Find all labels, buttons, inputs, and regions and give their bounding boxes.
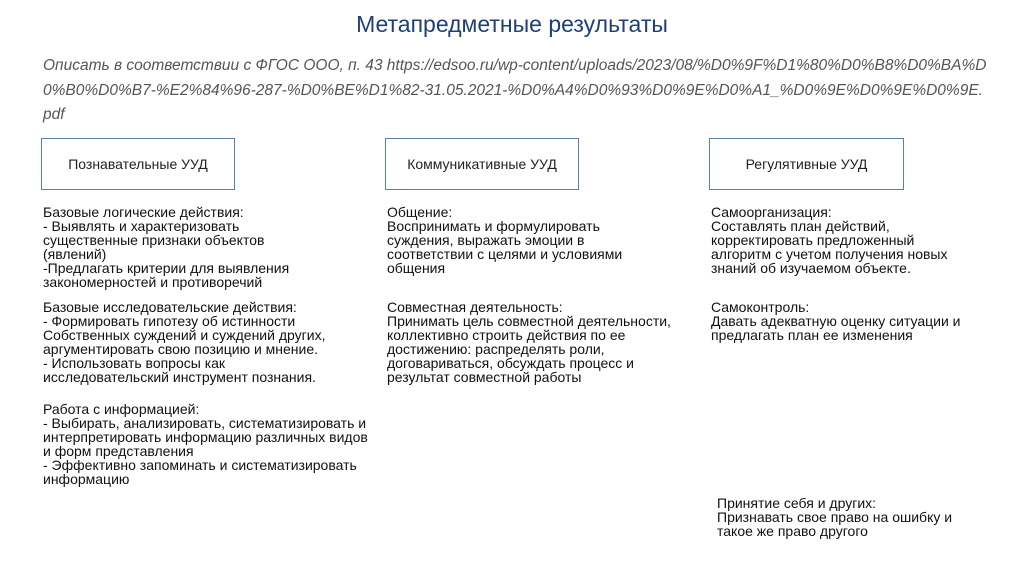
block-heading: Самоорганизация: [711, 204, 832, 220]
block-line: - Использовать вопросы как [43, 355, 226, 371]
block-line: соответствии с целями и условиями [387, 246, 623, 262]
block-line: корректировать предложенный [711, 232, 915, 248]
category-regulatory [709, 138, 904, 190]
block-line: алгоритм с учетом получения новых [711, 246, 948, 262]
block-heading: Совместная деятельность: [387, 299, 563, 315]
block-line: Признавать свое право на ошибку и [717, 509, 953, 525]
block-heading: Базовые исследовательские действия: [43, 299, 297, 315]
block-line: - Выбирать, анализировать, систематизировать и [43, 415, 367, 431]
communicative-communication-block [387, 205, 622, 275]
regulatory-self-org-block [711, 205, 947, 275]
block-line: существенные признаки объектов [43, 232, 265, 248]
block-line: знаний об изучаемом объекте. [711, 260, 911, 276]
block-line: и форм представления [43, 443, 194, 459]
block-line: Принимать цель совместной деятельности, [387, 313, 671, 329]
block-line: - Выявлять и характеризовать [43, 218, 240, 234]
block-line: закономерностей и противоречий [43, 274, 263, 290]
block-line: договариваться, обсуждать процесс и [387, 355, 634, 371]
block-line: (явлений) [43, 246, 107, 262]
regulatory-acceptance-block [717, 496, 952, 538]
category-communicative [385, 138, 579, 190]
regulatory-self-control-block [711, 300, 961, 342]
block-heading: Принятие себя и других: [717, 495, 877, 511]
block-line: достижению: распределять роли, [387, 341, 605, 357]
block-line: Составлять план действий, [711, 218, 890, 234]
block-line: аргументировать свою позицию и мнение. [43, 341, 319, 357]
block-heading: Общение: [387, 204, 453, 220]
block-heading: Работа с информацией: [43, 401, 200, 417]
block-line: результат совместной работы [387, 369, 582, 385]
block-line: - Эффективно запоминать и систематизировать [43, 457, 357, 473]
category-cognitive [41, 138, 235, 190]
block-line: суждения, выражать эмоции в [387, 232, 585, 248]
block-line: коллективно строить действия по ее [387, 327, 626, 343]
communicative-joint-block [387, 300, 671, 384]
cognitive-info-block [43, 402, 368, 486]
block-line: интерпретировать информацию различных видов [43, 429, 368, 445]
block-heading: Базовые логические действия: [43, 204, 244, 220]
block-line: -Предлагать критерии для выявления [43, 260, 290, 276]
subtitle-reference: Описать в соответствии с ФГОС ООО, п. 43 https://edsoo.ru/wp-content/uploads/2023/08/%D0%9F%D1%80%D0%B8%D0%BA%D0%B0%D0%B7-%E2%84%96-287-%D0%BE%D1%82-31.05.2021-%D0%A4%D0%93%D0%9E%D0%A1_%D0%9E%D0%9E%D0%9E.pdf [43, 57, 987, 123]
cognitive-logic-block [43, 205, 289, 289]
block-line: Воспринимать и формулировать [387, 218, 600, 234]
block-line: - Формировать гипотезу об истинности [43, 313, 296, 329]
block-line: информацию [43, 471, 130, 487]
block-line: Собственных суждений и суждений других, [43, 327, 326, 343]
category-regulatory-label: Регулятивные УУД [745, 156, 868, 172]
block-line: общения [387, 260, 446, 276]
block-line: предлагать план ее изменения [711, 327, 913, 343]
block-line: Давать адекватную оценку ситуации и [711, 313, 961, 329]
block-line: такое же право другого [717, 523, 868, 539]
cognitive-research-block [43, 300, 325, 384]
category-cognitive-label: Познавательные УУД [68, 156, 208, 172]
category-communicative-label: Коммуникативные УУД [407, 156, 557, 172]
page-title: Метапредметные результаты [356, 11, 668, 37]
block-line: исследовательский инструмент познания. [43, 369, 316, 385]
block-heading: Самоконтроль: [711, 299, 810, 315]
